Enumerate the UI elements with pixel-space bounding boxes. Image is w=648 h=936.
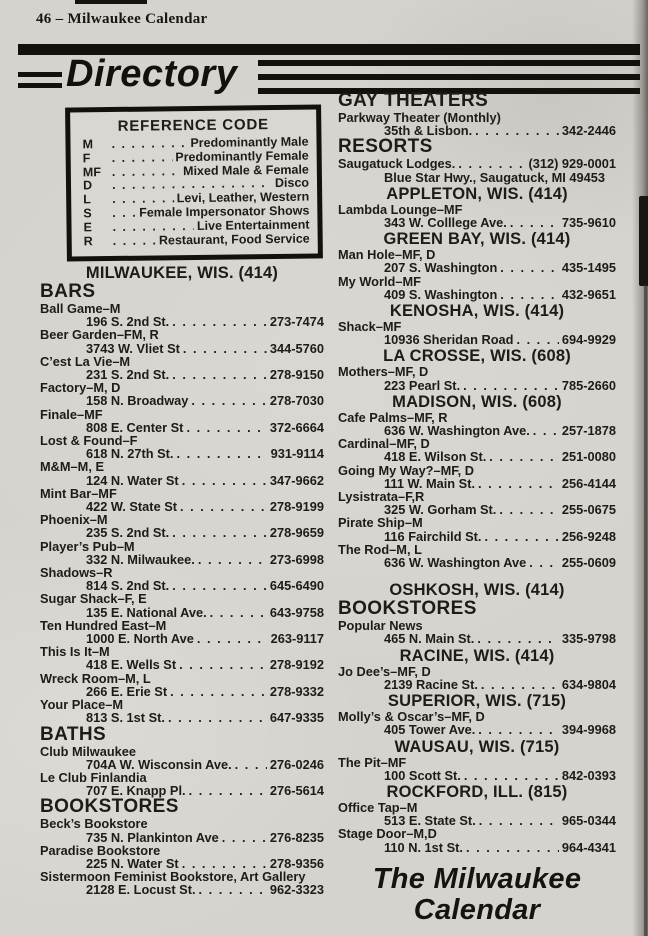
entry-name-line [40,408,324,421]
entry-name: Going My Way?–MF, D [338,462,475,478]
directory-entry [338,203,616,229]
entry-name-line [40,844,324,857]
dot-leader [464,769,559,782]
entry-address-line [338,216,616,229]
city-header: APPLETON, WIS. (414) [386,184,568,203]
entry-phone: 694-9929 [561,332,616,348]
directory-entry [40,771,324,797]
entry-address-line [338,288,616,301]
entry-name: Man Hole–MF, D [338,247,436,263]
entry-name: Shadows–R [40,565,113,581]
dot-leader [478,723,559,736]
entry-address: 2128 E. Locust St. [86,882,196,898]
entry-name: Beck’s Bookstore [40,816,148,832]
entry-address: 2139 Racine St. [384,676,478,692]
entry-name: Lost & Found–F [40,433,138,449]
reference-code-letter: R [83,233,93,248]
right-column-listings [338,91,616,854]
entry-name-line [40,745,324,758]
directory-entry [338,365,616,391]
entry-name-line [40,328,324,341]
directory-entry [40,844,324,870]
dot-leader [186,421,266,434]
entry-address-line [338,379,616,392]
entry-name: Shack–MF [338,319,402,335]
reference-code-letter: M [82,137,94,152]
entry-address-line [338,841,616,854]
directory-entry [40,745,324,771]
dot-leader [113,234,156,248]
entry-address: 231 S. 2nd St. [86,367,170,383]
entry-phone: 931-9114 [270,446,324,462]
logo-line-1: The Milwaukee [372,862,582,895]
entry-address-line [338,678,616,691]
city-header: GREEN BAY, WIS. (414) [383,230,571,249]
entry-address-line [338,723,616,736]
entry-phone: (312) 929-0001 [528,156,616,172]
entry-name: Ball Game–M [40,301,121,316]
entry-phone: 273-6998 [269,551,324,567]
directory-entry [40,381,324,407]
entry-phone: 964-4341 [561,839,616,855]
entry-phone: 785-2660 [561,377,616,393]
entry-name: Lysistrata–F,R [338,489,425,505]
entry-address: 513 E. State St. [384,813,476,829]
reference-code-description: Female Impersonator Shows [139,203,310,220]
entry-name-line [338,665,616,678]
city-header: OSHKOSH, WIS. (414) [389,581,565,600]
entry-name-line [338,275,616,288]
city-header: SUPERIOR, WIS. (715) [387,692,567,711]
dot-leader [235,758,267,771]
entry-name: Wreck Room–M, L [40,670,151,686]
entry-address: 158 N. Broadway [86,393,189,409]
entry-name-line [338,516,616,529]
dot-leader [189,784,267,797]
reference-code-rows [78,136,309,249]
entry-name: Office Tap–M [338,799,418,815]
dot-leader [112,207,136,221]
entry-address: 707 E. Knapp Pl. [86,783,186,799]
entry-phone: 263-9117 [270,631,324,647]
entry-name: Mint Bar–MF [40,485,117,501]
directory-entry [338,619,616,645]
directory-entry [40,619,324,645]
entry-phone: 735-9610 [561,215,616,231]
entry-name: Le Club Finlandia [40,769,147,785]
magazine-logo [338,864,616,926]
directory-entry [338,827,616,853]
entry-phone: 645-6490 [269,578,324,594]
entry-phone: 278-9199 [269,499,324,515]
directory-entry [338,710,616,736]
directory-entry [338,157,616,183]
reference-code-letter: S [83,206,92,221]
entry-phone: 276-8235 [269,829,324,845]
entry-name: Cardinal–MF, D [338,436,430,452]
entry-address: 3743 W. Vliet St [86,340,180,356]
dot-leader [176,447,267,460]
entry-phone: 273-7474 [269,314,324,330]
entry-address-line [40,394,324,407]
category-header: BOOKSTORES [40,796,179,818]
entry-phone: 255-0609 [561,555,616,571]
entry-phone: 647-9335 [269,710,324,726]
entry-name-line [40,672,324,685]
entry-phone: 394-9968 [561,722,616,738]
dot-leader [170,685,267,698]
entry-address-line [338,769,616,782]
entry-phone: 278-9150 [269,367,324,383]
entry-address: 814 S. 2nd St. [86,578,170,594]
entry-name: Your Place–M [40,697,123,713]
dot-leader [479,814,559,827]
entry-phone: 278-7030 [269,393,324,409]
banner-title: Directory [66,53,238,95]
dot-leader [180,500,267,513]
entry-phone: 278-9332 [269,683,324,699]
entry-address-line [40,758,324,771]
dot-leader [112,165,180,180]
city-header: MILWAUKEE, WIS. (414) [85,264,279,282]
entry-address: 266 E. Erie St [86,683,168,699]
dot-leader [499,503,559,516]
entry-address-line [40,606,324,619]
entry-phone: 342-2446 [561,123,616,139]
entry-address: 409 S. Washington [384,286,498,302]
entry-address-line [338,556,616,569]
entry-address: 225 N. Water St [86,855,179,871]
entry-name-line [40,460,324,473]
dot-leader [172,315,267,328]
entry-address-line [40,474,324,487]
city-header: MADISON, WIS. (608) [392,392,562,411]
entry-address-line [338,450,616,463]
entry-address-line [40,831,324,844]
entry-address-line [40,883,324,896]
reference-code-description: Disco [274,175,310,191]
reference-code-description: Predominantly Male [190,134,309,151]
directory-entry [338,665,616,691]
entry-address-line [338,333,616,346]
directory-entry [338,490,616,516]
entry-name-line [40,540,324,553]
dot-leader [199,883,267,896]
directory-entry [338,756,616,782]
entry-name: The Pit–MF [338,754,407,770]
entry-address: 207 S. Washington [384,260,498,276]
reference-code-letter: L [83,192,91,207]
directory-entry [338,543,616,569]
entry-address: 735 N. Plankinton Ave [86,829,219,845]
reference-code-description: Restaurant, Food Service [158,231,310,248]
entry-address: 110 N. 1st St. [384,839,463,855]
entry-name-line [40,817,324,830]
dot-leader [466,841,559,854]
reference-code-description: Predominantly Female [175,148,309,165]
dot-leader [489,450,559,463]
entry-address: 422 W. State St [86,499,178,515]
entry-phone: 278-9356 [269,855,324,871]
category-header: GAY THEATERS [338,90,489,111]
dot-leader [183,342,267,355]
directory-entry [40,487,324,513]
dot-leader [168,711,267,724]
dot-leader [500,261,559,274]
entry-address: 135 E. National Ave. [86,604,207,620]
city-header: KENOSHA, WIS. (414) [389,302,565,321]
entry-phone: 257-1878 [561,423,616,439]
city-header: WAUSAU, WIS. (715) [394,737,560,756]
dot-leader [172,526,267,539]
entry-phone: 276-5614 [269,783,324,799]
directory-entry [338,516,616,542]
dot-leader [210,606,267,619]
entry-address-line [40,526,324,539]
dot-leader [112,151,173,166]
entry-phone: 276-0246 [269,756,324,772]
entry-address: Blue Star Hwy., Saugatuck, MI 49453 [384,169,605,185]
dot-leader [179,658,267,671]
entry-address-line [338,171,616,184]
category-header: BATHS [40,723,107,745]
page-number-header: 46 – Milwaukee Calendar [36,11,208,27]
entry-name-line [338,365,616,378]
entry-address: 223 Pearl St. [384,377,461,393]
entry-name: Popular News [338,618,423,634]
entry-address: 325 W. Gorham St. [384,502,497,518]
right-column [338,91,616,926]
directory-entry [40,698,324,724]
directory-entry [338,437,616,463]
dot-leader [500,288,559,301]
entry-address: 196 S. 2nd St. [86,314,170,330]
entry-address: 618 N. 27th St. [86,446,174,462]
category-header: RESORTS [338,136,433,158]
reference-code-letter: D [82,178,93,193]
entry-name: Molly’s & Oscar’s–MF, D [338,709,485,725]
entry-name-line [338,827,616,840]
entry-address: 235 S. 2nd St. [86,525,170,541]
dot-leader [484,530,558,543]
city-header: LA CROSSE, WIS. (608) [383,347,571,366]
entry-name: Beer Garden–FM, R [40,327,159,343]
entry-address: 405 Tower Ave. [384,722,476,738]
entry-address: 116 Fairchild St. [384,528,482,544]
directory-entry [338,320,616,346]
entry-address: 111 W. Main St. [384,475,476,491]
dot-leader [182,474,267,487]
entry-address: 636 W. Washington Ave [384,555,527,571]
directory-entry [338,275,616,301]
entry-name: C’est La Vie–M [40,353,131,369]
dot-leader [477,632,559,645]
dot-leader [197,632,268,645]
entry-address: 636 W. Washington Ave. [384,423,530,439]
entry-phone: 255-0675 [561,502,616,518]
entry-phone: 256-4144 [561,475,616,491]
dot-leader [458,157,525,170]
entry-name: The Rod–M, L [338,541,422,557]
directory-entry [40,513,324,539]
directory-entry [338,248,616,274]
entry-address: 332 N. Milwaukee. [86,551,195,567]
entry-name: Pirate Ship–M [338,515,423,531]
reference-code-letter: MF [82,164,102,179]
entry-name: M&M–M, E [40,459,104,475]
entry-address-line [40,658,324,671]
city-header: RACINE, WIS. (414) [399,646,555,665]
directory-entry [338,464,616,490]
entry-name: My World–MF [338,273,421,289]
entry-address: 808 E. Center St [86,419,184,435]
dot-leader [533,424,559,437]
reference-code-letter: F [82,151,91,166]
entry-name-line [40,592,324,605]
entry-name: Lambda Lounge–MF [338,201,463,217]
entry-address: 100 Scott St. [384,767,461,783]
entry-name-line [338,464,616,477]
entry-address: 418 E. Wilson St. [384,449,487,465]
directory-entry [40,302,324,328]
directory-entry [40,566,324,592]
dot-leader [529,556,559,569]
directory-entry [338,111,616,137]
entry-phone: 335-9798 [561,631,616,647]
reference-code-description: Levi, Leather, Western [176,189,310,206]
entry-name: Parkway Theater (Monthly) [338,110,501,125]
directory-entry [338,801,616,827]
directory-entry [40,870,324,896]
entry-name: Sistermoon Feminist Bookstore, Art Gallery [40,869,306,885]
city-header: ROCKFORD, ILL. (815) [386,782,568,801]
entry-address-line [338,632,616,645]
entry-address: 35th & Lisbon. [384,123,473,139]
entry-phone: 256-9248 [561,528,616,544]
entry-name: Jo Dee’s–MF, D [338,663,431,679]
dot-leader [191,394,266,407]
entry-phone: 278-9659 [269,525,324,541]
directory-entry [40,355,324,381]
entry-name: Player’s Pub–M [40,538,135,554]
entry-phone: 965-0344 [561,813,616,829]
entry-phone: 435-1495 [561,260,616,276]
directory-entry [40,460,324,486]
scan-artifact-top-strip [75,0,147,4]
entry-name: Saugatuck Lodges. [338,156,456,172]
entry-address-line [338,261,616,274]
entry-phone: 962-3323 [269,882,324,898]
page-edge-dark-segment [639,196,648,286]
dot-leader [222,831,267,844]
entry-address: 343 W. Colllege Ave. [384,215,507,231]
directory-entry [40,328,324,354]
reference-code-letter: E [83,220,92,235]
logo-line-2: Calendar [413,893,541,926]
entry-name: Mothers–MF, D [338,364,429,380]
dot-leader [463,379,559,392]
category-header: BARS [40,281,96,302]
page-edge-line [644,284,647,936]
entry-address-line [40,711,324,724]
dot-leader [481,678,559,691]
dot-leader [198,553,267,566]
entry-phone: 278-9192 [269,657,324,673]
banner-left-lines [18,72,62,94]
entry-phone: 372-6664 [269,419,324,435]
directory-entry [40,817,324,843]
entry-name: Stage Door–M,D [338,826,437,842]
entry-name: Cafe Palms–MF, R [338,409,448,425]
entry-address: 465 N. Main St. [384,631,475,647]
reference-code-description: Live Entertainment [196,217,310,233]
entry-name: Sugar Shack–F, E [40,591,147,607]
entry-phone: 347-9662 [269,472,324,488]
entry-address: 813 S. 1st St. [86,710,165,726]
dot-leader [172,368,267,381]
reference-code-title: REFERENCE CODE [117,116,270,135]
dot-leader [172,579,267,592]
entry-address: 704A W. Wisconsin Ave. [86,756,232,772]
entry-address: 10936 Sheridan Road [384,332,514,348]
entry-name-line [338,756,616,769]
entry-phone: 251-0080 [561,449,616,465]
dot-leader [516,333,558,346]
entry-address-line [338,530,616,543]
directory-entry [40,408,324,434]
entry-phone: 344-5760 [269,340,324,356]
entry-phone: 634-9804 [561,676,616,692]
entry-address: 418 E. Wells St [86,657,177,673]
entry-name: Ten Hundred East–M [40,617,167,633]
category-header: BOOKSTORES [338,598,477,620]
dot-leader [478,477,559,490]
entry-name: Club Milwaukee [40,743,136,759]
reference-code-row [80,232,310,249]
entry-address: 1000 E. North Ave [86,631,194,647]
entry-name: Factory–M, D [40,380,121,396]
entry-address-line [40,342,324,355]
entry-name: Finale–MF [40,406,103,422]
entry-name: This Is It–M [40,644,110,660]
directory-entry [40,672,324,698]
directory-entry [40,645,324,671]
dot-leader [510,216,559,229]
left-column [40,263,324,897]
directory-entry [40,592,324,618]
entry-phone: 643-9758 [269,604,324,620]
entry-name: Paradise Bookstore [40,842,161,858]
reference-code-description: Mixed Male & Female [183,162,309,178]
directory-entry [338,411,616,437]
entry-address: 124 N. Water St [86,472,179,488]
entry-phone: 432-9651 [561,286,616,302]
directory-entry [40,434,324,460]
reference-code-box [65,104,323,261]
entry-name-line [338,157,616,170]
entry-name: Phoenix–M [40,512,108,528]
entry-phone: 842-0393 [561,767,616,783]
directory-entry [40,540,324,566]
dot-leader [475,124,559,137]
